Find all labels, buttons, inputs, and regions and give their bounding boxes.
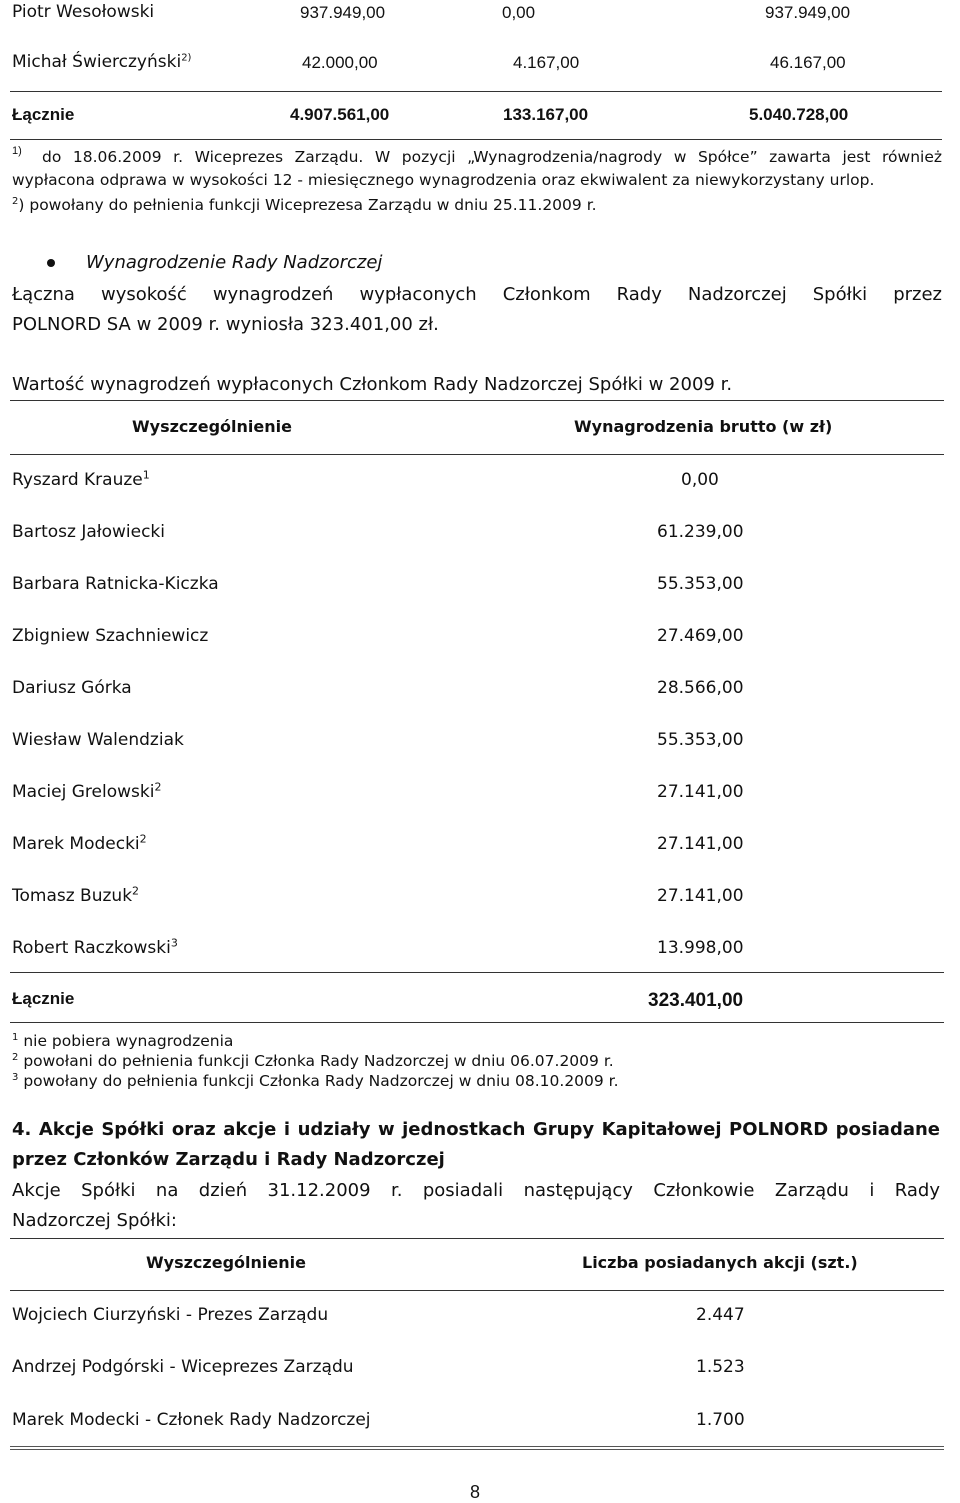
total-value-3: 5.040.728,00 — [749, 105, 849, 124]
divider — [10, 139, 942, 140]
table-row: Maciej Grelowski$^2$ — [12, 780, 162, 802]
footnote-text: $^2$) powołany do pełnienia funkcji Wiceprezesa Zarządu w dniu 25.11.2009 r. — [12, 195, 597, 214]
total-label: Łącznie — [12, 989, 75, 1008]
page-number: 8 — [470, 1482, 481, 1502]
row-value-2: 4.167,00 — [513, 53, 580, 72]
row-value: 0,00 — [681, 470, 719, 490]
column-header: Wynagrodzenia brutto (w zł) — [574, 417, 833, 436]
table-row: Marek Modecki - Członek Rady Nadzorczej — [12, 1410, 371, 1430]
total-label: Łącznie — [12, 105, 75, 124]
row-value: 27.141,00 — [657, 782, 744, 802]
footnote-text: wypłacona odprawa w wysokości 12 - miesięcznego wynagrodzenia oraz ekwiwalent za niewykorzystany urlop. — [12, 171, 875, 189]
footnote: $^2$ powołani do pełnienia funkcji Członka Rady Nadzorczej w dniu 06.07.2009 r. — [12, 1051, 614, 1070]
row-value-3: 46.167,00 — [770, 53, 846, 72]
row-value: 27.141,00 — [657, 834, 744, 854]
column-header: Liczba posiadanych akcji (szt.) — [582, 1253, 858, 1272]
total-value: 323.401,00 — [648, 990, 744, 1011]
footnote-text: do 18.06.2009 r. Wiceprezes Zarządu. W pozycji „Wynagrodzenia/nagrody w Spółce” zawarta jest również — [42, 148, 942, 166]
table-row: Bartosz Jałowiecki — [12, 522, 165, 542]
row-value: 2.447 — [696, 1305, 745, 1325]
paragraph-line: Łączna wysokość wynagrodzeń wypłaconych Członkom Rady Nadzorczej Spółki przez — [12, 284, 942, 305]
row-value: 13.998,00 — [657, 938, 744, 958]
row-value-3: 937.949,00 — [765, 3, 851, 22]
table-row: Wiesław Walendziak — [12, 730, 184, 750]
paragraph-line: Nadzorczej Spółki: — [12, 1210, 177, 1231]
divider — [10, 400, 944, 401]
paragraph-line: Akcje Spółki na dzień 31.12.2009 r. posiadali następujący Członkowie Zarządu i Rady — [12, 1180, 940, 1201]
column-header: Wyszczególnienie — [132, 417, 292, 436]
paragraph-line: POLNORD SA w 2009 r. wyniosła 323.401,00 zł. — [12, 314, 439, 335]
bullet-icon — [47, 259, 55, 267]
footnote: $^1$ nie pobiera wynagrodzenia — [12, 1031, 234, 1050]
section-heading: przez Członków Zarządu i Rady Nadzorczej — [12, 1149, 445, 1170]
row-name: Piotr Wesołowski — [12, 2, 155, 22]
row-value: 55.353,00 — [657, 730, 744, 750]
footnote: $^3$ powołany do pełnienia funkcji Członka Rady Nadzorczej w dniu 08.10.2009 r. — [12, 1071, 619, 1090]
divider — [10, 1238, 944, 1239]
table-row: Ryszard Krauze$^1$ — [12, 468, 150, 490]
table-row: Dariusz Górka — [12, 678, 132, 698]
row-value: 55.353,00 — [657, 574, 744, 594]
section-heading: Wynagrodzenie Rady Nadzorczej — [86, 252, 383, 273]
table-row: Andrzej Podgórski - Wiceprezes Zarządu — [12, 1357, 354, 1377]
row-value-1: 42.000,00 — [302, 53, 378, 72]
table-row: Barbara Ratnicka-Kiczka — [12, 574, 219, 594]
row-value-1: 937.949,00 — [300, 3, 386, 22]
divider — [10, 1449, 944, 1450]
table-row: Tomasz Buzuk$^2$ — [12, 884, 140, 906]
column-header: Wyszczególnienie — [146, 1253, 306, 1272]
row-value: 28.566,00 — [657, 678, 744, 698]
divider — [10, 454, 944, 455]
table-row: Robert Raczkowski$^3$ — [12, 936, 178, 958]
table-row: Marek Modecki$^2$ — [12, 832, 147, 854]
divider — [10, 1290, 944, 1291]
footnote-marker: 1) — [12, 145, 22, 157]
divider — [10, 1022, 944, 1023]
row-name: Michał Świerczyński$^{2)}$ — [12, 52, 192, 72]
row-value: 1.523 — [696, 1357, 745, 1377]
total-value-2: 133.167,00 — [503, 105, 589, 124]
table-row: Zbigniew Szachniewicz — [12, 626, 209, 646]
divider — [10, 972, 944, 973]
row-value: 1.700 — [696, 1410, 745, 1430]
table-caption: Wartość wynagrodzeń wypłaconych Członkom Rady Nadzorczej Spółki w 2009 r. — [12, 374, 733, 395]
section-heading: 4. Akcje Spółki oraz akcje i udziały w jednostkach Grupy Kapitałowej POLNORD posiadane — [12, 1119, 940, 1140]
total-value-1: 4.907.561,00 — [290, 105, 390, 124]
divider — [10, 91, 942, 92]
row-value: 27.141,00 — [657, 886, 744, 906]
table-row: Wojciech Ciurzyński - Prezes Zarządu — [12, 1305, 329, 1325]
row-value: 27.469,00 — [657, 626, 744, 646]
divider — [10, 1446, 944, 1447]
row-value-2: 0,00 — [502, 3, 536, 22]
row-value: 61.239,00 — [657, 522, 744, 542]
